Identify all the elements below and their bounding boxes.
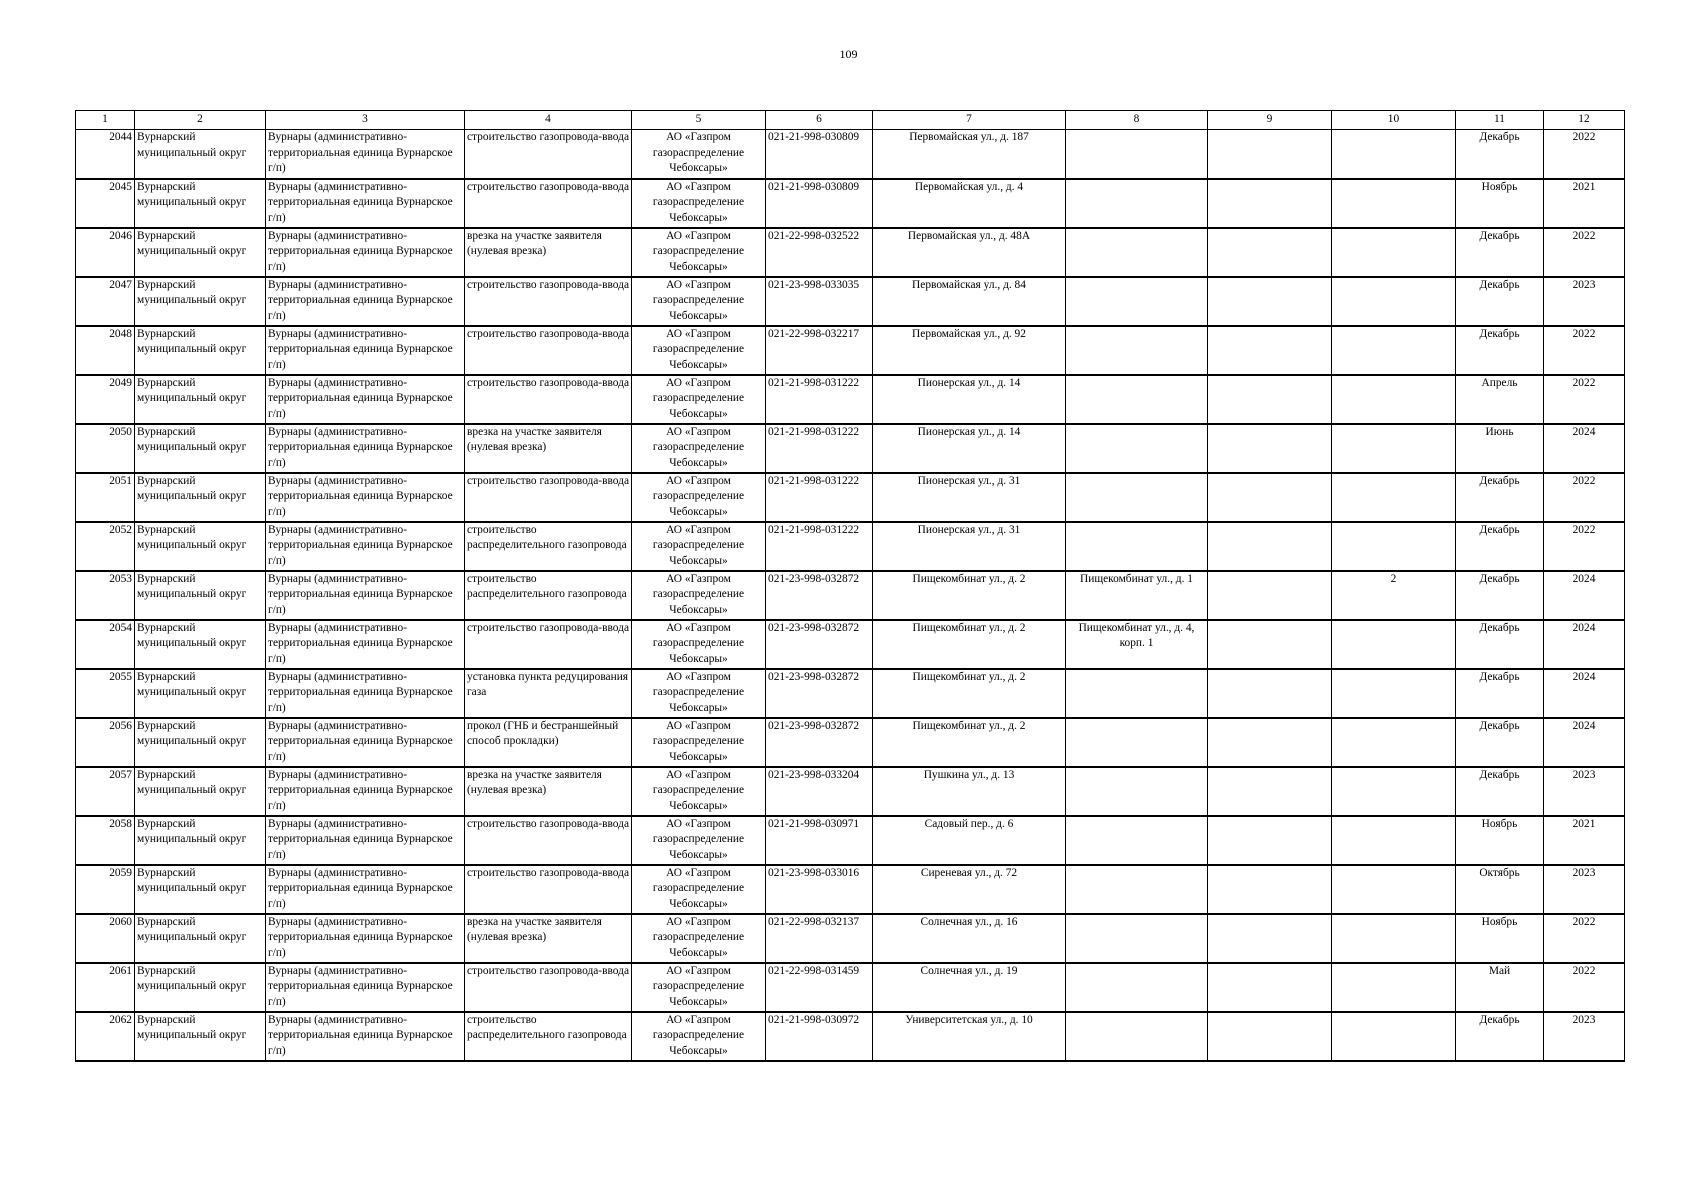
column-10-cell — [1332, 375, 1456, 424]
month-cell: Декабрь — [1456, 326, 1544, 375]
column-10-cell — [1332, 277, 1456, 326]
month-cell: Декабрь — [1456, 620, 1544, 669]
table-row — [76, 473, 1625, 522]
work-type-cell: строительство газопровода-ввода — [465, 620, 632, 669]
month-cell: Май — [1456, 963, 1544, 1012]
organization-cell: АО «Газпром газораспределение Чебоксары» — [632, 179, 766, 228]
settlement-cell: Вурнары (административно-территориальная единица Вурнарское г/п) — [266, 130, 465, 179]
work-type-cell: строительство газопровода-ввода — [465, 277, 632, 326]
row-number: 2046 — [76, 228, 135, 277]
column-10-cell — [1332, 669, 1456, 718]
settlement-cell: Вурнары (административно-территориальная единица Вурнарское г/п) — [266, 571, 465, 620]
month-cell: Июнь — [1456, 424, 1544, 473]
second-address-cell — [1066, 522, 1208, 571]
column-9-cell — [1208, 130, 1332, 179]
code-cell: 021-22-998-032522 — [766, 228, 873, 277]
organization-cell: АО «Газпром газораспределение Чебоксары» — [632, 767, 766, 816]
address-cell: Первомайская ул., д. 187 — [873, 130, 1066, 179]
settlement-cell: Вурнары (административно-территориальная единица Вурнарское г/п) — [266, 1012, 465, 1061]
second-address-cell — [1066, 865, 1208, 914]
code-cell: 021-21-998-030972 — [766, 1012, 873, 1061]
year-cell: 2022 — [1544, 130, 1625, 179]
settlement-cell: Вурнары (административно-территориальная единица Вурнарское г/п) — [266, 277, 465, 326]
district-cell: Вурнарский муниципальный округ — [135, 669, 266, 718]
settlement-cell: Вурнары (административно-территориальная единица Вурнарское г/п) — [266, 718, 465, 767]
district-cell: Вурнарский муниципальный округ — [135, 963, 266, 1012]
work-type-cell: строительство газопровода-ввода — [465, 963, 632, 1012]
table-body — [76, 130, 1625, 1061]
row-number: 2062 — [76, 1012, 135, 1061]
address-cell: Первомайская ул., д. 84 — [873, 277, 1066, 326]
table-row — [76, 130, 1625, 179]
work-type-cell: врезка на участке заявителя (нулевая врезка) — [465, 767, 632, 816]
settlement-cell: Вурнары (административно-территориальная единица Вурнарское г/п) — [266, 816, 465, 865]
column-header-12: 12 — [1544, 111, 1625, 130]
code-cell: 021-21-998-031222 — [766, 424, 873, 473]
organization-cell: АО «Газпром газораспределение Чебоксары» — [632, 522, 766, 571]
column-9-cell — [1208, 522, 1332, 571]
second-address-cell — [1066, 228, 1208, 277]
second-address-cell — [1066, 718, 1208, 767]
column-10-cell — [1332, 424, 1456, 473]
column-10-cell — [1332, 522, 1456, 571]
row-number: 2057 — [76, 767, 135, 816]
year-cell: 2022 — [1544, 963, 1625, 1012]
row-number: 2054 — [76, 620, 135, 669]
month-cell: Ноябрь — [1456, 914, 1544, 963]
organization-cell: АО «Газпром газораспределение Чебоксары» — [632, 277, 766, 326]
settlement-cell: Вурнары (административно-территориальная единица Вурнарское г/п) — [266, 914, 465, 963]
table-row — [76, 620, 1625, 669]
district-cell: Вурнарский муниципальный округ — [135, 865, 266, 914]
table-row — [76, 914, 1625, 963]
table-row — [76, 669, 1625, 718]
row-number: 2058 — [76, 816, 135, 865]
column-10-cell — [1332, 620, 1456, 669]
address-cell: Первомайская ул., д. 92 — [873, 326, 1066, 375]
column-10-cell — [1332, 914, 1456, 963]
row-number: 2044 — [76, 130, 135, 179]
organization-cell: АО «Газпром газораспределение Чебоксары» — [632, 865, 766, 914]
code-cell: 021-21-998-031222 — [766, 522, 873, 571]
column-9-cell — [1208, 1012, 1332, 1061]
second-address-cell — [1066, 1012, 1208, 1061]
organization-cell: АО «Газпром газораспределение Чебоксары» — [632, 620, 766, 669]
year-cell: 2022 — [1544, 914, 1625, 963]
header-row — [76, 111, 1625, 130]
organization-cell: АО «Газпром газораспределение Чебоксары» — [632, 963, 766, 1012]
column-header-8: 8 — [1066, 111, 1208, 130]
address-cell: Университетская ул., д. 10 — [873, 1012, 1066, 1061]
row-number: 2059 — [76, 865, 135, 914]
column-9-cell — [1208, 865, 1332, 914]
district-cell: Вурнарский муниципальный округ — [135, 767, 266, 816]
column-9-cell — [1208, 473, 1332, 522]
code-cell: 021-21-998-030971 — [766, 816, 873, 865]
code-cell: 021-22-998-032217 — [766, 326, 873, 375]
column-header-4: 4 — [465, 111, 632, 130]
table-row — [76, 767, 1625, 816]
row-number: 2052 — [76, 522, 135, 571]
column-10-cell: 2 — [1332, 571, 1456, 620]
year-cell: 2023 — [1544, 1012, 1625, 1061]
table-row — [76, 963, 1625, 1012]
column-10-cell — [1332, 963, 1456, 1012]
code-cell: 021-22-998-032137 — [766, 914, 873, 963]
year-cell: 2024 — [1544, 620, 1625, 669]
code-cell: 021-21-998-031222 — [766, 473, 873, 522]
second-address-cell — [1066, 914, 1208, 963]
month-cell: Декабрь — [1456, 669, 1544, 718]
table-row — [76, 326, 1625, 375]
work-type-cell: врезка на участке заявителя (нулевая врезка) — [465, 228, 632, 277]
organization-cell: АО «Газпром газораспределение Чебоксары» — [632, 571, 766, 620]
column-10-cell — [1332, 816, 1456, 865]
district-cell: Вурнарский муниципальный округ — [135, 130, 266, 179]
column-header-9: 9 — [1208, 111, 1332, 130]
district-cell: Вурнарский муниципальный округ — [135, 1012, 266, 1061]
month-cell: Октябрь — [1456, 865, 1544, 914]
row-number: 2055 — [76, 669, 135, 718]
column-9-cell — [1208, 718, 1332, 767]
settlement-cell: Вурнары (административно-территориальная единица Вурнарское г/п) — [266, 620, 465, 669]
address-cell: Солнечная ул., д. 16 — [873, 914, 1066, 963]
work-type-cell: врезка на участке заявителя (нулевая врезка) — [465, 424, 632, 473]
column-9-cell — [1208, 620, 1332, 669]
year-cell: 2022 — [1544, 326, 1625, 375]
code-cell: 021-21-998-031222 — [766, 375, 873, 424]
table-row — [76, 522, 1625, 571]
column-9-cell — [1208, 179, 1332, 228]
table-row — [76, 816, 1625, 865]
organization-cell: АО «Газпром газораспределение Чебоксары» — [632, 424, 766, 473]
district-cell: Вурнарский муниципальный округ — [135, 522, 266, 571]
table-row — [76, 718, 1625, 767]
year-cell: 2024 — [1544, 571, 1625, 620]
column-header-6: 6 — [766, 111, 873, 130]
month-cell: Ноябрь — [1456, 179, 1544, 228]
organization-cell: АО «Газпром газораспределение Чебоксары» — [632, 816, 766, 865]
district-cell: Вурнарский муниципальный округ — [135, 620, 266, 669]
settlement-cell: Вурнары (административно-территориальная единица Вурнарское г/п) — [266, 865, 465, 914]
work-type-cell: строительство газопровода-ввода — [465, 130, 632, 179]
second-address-cell — [1066, 179, 1208, 228]
column-9-cell — [1208, 767, 1332, 816]
second-address-cell — [1066, 669, 1208, 718]
column-9-cell — [1208, 914, 1332, 963]
column-10-cell — [1332, 767, 1456, 816]
settlement-cell: Вурнары (административно-территориальная единица Вурнарское г/п) — [266, 375, 465, 424]
settlement-cell: Вурнары (административно-территориальная единица Вурнарское г/п) — [266, 326, 465, 375]
column-header-2: 2 — [135, 111, 266, 130]
organization-cell: АО «Газпром газораспределение Чебоксары» — [632, 718, 766, 767]
code-cell: 021-23-998-033035 — [766, 277, 873, 326]
year-cell: 2022 — [1544, 473, 1625, 522]
column-9-cell — [1208, 571, 1332, 620]
column-9-cell — [1208, 326, 1332, 375]
month-cell: Декабрь — [1456, 277, 1544, 326]
row-number: 2047 — [76, 277, 135, 326]
year-cell: 2024 — [1544, 718, 1625, 767]
year-cell: 2021 — [1544, 179, 1625, 228]
column-9-cell — [1208, 277, 1332, 326]
year-cell: 2023 — [1544, 767, 1625, 816]
code-cell: 021-23-998-032872 — [766, 669, 873, 718]
month-cell: Декабрь — [1456, 718, 1544, 767]
work-type-cell: прокол (ГНБ и бестраншейный способ прокладки) — [465, 718, 632, 767]
address-cell: Пионерская ул., д. 31 — [873, 522, 1066, 571]
column-10-cell — [1332, 865, 1456, 914]
address-cell: Пищекомбинат ул., д. 2 — [873, 669, 1066, 718]
settlement-cell: Вурнары (административно-территориальная единица Вурнарское г/п) — [266, 424, 465, 473]
organization-cell: АО «Газпром газораспределение Чебоксары» — [632, 228, 766, 277]
address-cell: Пушкина ул., д. 13 — [873, 767, 1066, 816]
column-10-cell — [1332, 130, 1456, 179]
row-number: 2050 — [76, 424, 135, 473]
district-cell: Вурнарский муниципальный округ — [135, 179, 266, 228]
address-cell: Пищекомбинат ул., д. 2 — [873, 620, 1066, 669]
settlement-cell: Вурнары (административно-территориальная единица Вурнарское г/п) — [266, 767, 465, 816]
code-cell: 021-23-998-032872 — [766, 718, 873, 767]
second-address-cell: Пищекомбинат ул., д. 4, корп. 1 — [1066, 620, 1208, 669]
year-cell: 2022 — [1544, 522, 1625, 571]
address-cell: Первомайская ул., д. 4 — [873, 179, 1066, 228]
year-cell: 2024 — [1544, 669, 1625, 718]
work-type-cell: строительство распределительного газопровода — [465, 522, 632, 571]
address-cell: Садовый пер., д. 6 — [873, 816, 1066, 865]
code-cell: 021-23-998-032872 — [766, 571, 873, 620]
second-address-cell — [1066, 424, 1208, 473]
district-cell: Вурнарский муниципальный округ — [135, 277, 266, 326]
row-number: 2045 — [76, 179, 135, 228]
row-number: 2060 — [76, 914, 135, 963]
code-cell: 021-23-998-033204 — [766, 767, 873, 816]
district-cell: Вурнарский муниципальный округ — [135, 473, 266, 522]
work-type-cell: установка пункта редуцирования газа — [465, 669, 632, 718]
table-header — [76, 111, 1625, 130]
year-cell: 2023 — [1544, 277, 1625, 326]
month-cell: Декабрь — [1456, 473, 1544, 522]
page-number: 109 — [839, 47, 858, 61]
organization-cell: АО «Газпром газораспределение Чебоксары» — [632, 473, 766, 522]
column-header-11: 11 — [1456, 111, 1544, 130]
organization-cell: АО «Газпром газораспределение Чебоксары» — [632, 326, 766, 375]
second-address-cell — [1066, 816, 1208, 865]
year-cell: 2024 — [1544, 424, 1625, 473]
district-cell: Вурнарский муниципальный округ — [135, 228, 266, 277]
column-header-7: 7 — [873, 111, 1066, 130]
column-header-3: 3 — [266, 111, 465, 130]
table-row — [76, 571, 1625, 620]
year-cell: 2022 — [1544, 375, 1625, 424]
district-cell: Вурнарский муниципальный округ — [135, 326, 266, 375]
column-9-cell — [1208, 228, 1332, 277]
settlement-cell: Вурнары (административно-территориальная единица Вурнарское г/п) — [266, 179, 465, 228]
row-number: 2053 — [76, 571, 135, 620]
register-table — [75, 110, 1625, 1062]
column-10-cell — [1332, 1012, 1456, 1061]
month-cell: Декабрь — [1456, 767, 1544, 816]
work-type-cell: строительство газопровода-ввода — [465, 326, 632, 375]
column-10-cell — [1332, 326, 1456, 375]
district-cell: Вурнарский муниципальный округ — [135, 424, 266, 473]
year-cell: 2021 — [1544, 816, 1625, 865]
second-address-cell — [1066, 130, 1208, 179]
organization-cell: АО «Газпром газораспределение Чебоксары» — [632, 130, 766, 179]
column-9-cell — [1208, 669, 1332, 718]
settlement-cell: Вурнары (административно-территориальная единица Вурнарское г/п) — [266, 228, 465, 277]
table-row — [76, 277, 1625, 326]
district-cell: Вурнарский муниципальный округ — [135, 816, 266, 865]
table-row — [76, 424, 1625, 473]
month-cell: Декабрь — [1456, 571, 1544, 620]
second-address-cell — [1066, 963, 1208, 1012]
settlement-cell: Вурнары (административно-территориальная единица Вурнарское г/п) — [266, 522, 465, 571]
table-row — [76, 865, 1625, 914]
second-address-cell — [1066, 326, 1208, 375]
settlement-cell: Вурнары (административно-территориальная единица Вурнарское г/п) — [266, 473, 465, 522]
address-cell: Пионерская ул., д. 14 — [873, 424, 1066, 473]
district-cell: Вурнарский муниципальный округ — [135, 571, 266, 620]
column-header-5: 5 — [632, 111, 766, 130]
second-address-cell — [1066, 375, 1208, 424]
column-header-10: 10 — [1332, 111, 1456, 130]
address-cell: Пищекомбинат ул., д. 2 — [873, 571, 1066, 620]
second-address-cell — [1066, 277, 1208, 326]
address-cell: Солнечная ул., д. 19 — [873, 963, 1066, 1012]
settlement-cell: Вурнары (административно-территориальная единица Вурнарское г/п) — [266, 669, 465, 718]
column-header-1: 1 — [76, 111, 135, 130]
address-cell: Первомайская ул., д. 48А — [873, 228, 1066, 277]
code-cell: 021-22-998-031459 — [766, 963, 873, 1012]
table-row — [76, 179, 1625, 228]
row-number: 2049 — [76, 375, 135, 424]
month-cell: Декабрь — [1456, 130, 1544, 179]
column-10-cell — [1332, 718, 1456, 767]
column-9-cell — [1208, 816, 1332, 865]
row-number: 2048 — [76, 326, 135, 375]
code-cell: 021-23-998-033016 — [766, 865, 873, 914]
column-9-cell — [1208, 963, 1332, 1012]
settlement-cell: Вурнары (административно-территориальная единица Вурнарское г/п) — [266, 963, 465, 1012]
column-9-cell — [1208, 375, 1332, 424]
address-cell: Пионерская ул., д. 31 — [873, 473, 1066, 522]
code-cell: 021-21-998-030809 — [766, 130, 873, 179]
column-10-cell — [1332, 473, 1456, 522]
work-type-cell: строительство газопровода-ввода — [465, 179, 632, 228]
work-type-cell: строительство газопровода-ввода — [465, 865, 632, 914]
work-type-cell: строительство распределительного газопровода — [465, 1012, 632, 1061]
month-cell: Декабрь — [1456, 228, 1544, 277]
organization-cell: АО «Газпром газораспределение Чебоксары» — [632, 914, 766, 963]
table-row — [76, 375, 1625, 424]
address-cell: Сиреневая ул., д. 72 — [873, 865, 1066, 914]
work-type-cell: врезка на участке заявителя (нулевая врезка) — [465, 914, 632, 963]
column-9-cell — [1208, 424, 1332, 473]
month-cell: Декабрь — [1456, 522, 1544, 571]
second-address-cell — [1066, 767, 1208, 816]
code-cell: 021-23-998-032872 — [766, 620, 873, 669]
organization-cell: АО «Газпром газораспределение Чебоксары» — [632, 669, 766, 718]
row-number: 2056 — [76, 718, 135, 767]
district-cell: Вурнарский муниципальный округ — [135, 375, 266, 424]
work-type-cell: строительство распределительного газопровода — [465, 571, 632, 620]
second-address-cell — [1066, 473, 1208, 522]
district-cell: Вурнарский муниципальный округ — [135, 914, 266, 963]
row-number: 2051 — [76, 473, 135, 522]
month-cell: Апрель — [1456, 375, 1544, 424]
column-10-cell — [1332, 228, 1456, 277]
organization-cell: АО «Газпром газораспределение Чебоксары» — [632, 375, 766, 424]
address-cell: Пионерская ул., д. 14 — [873, 375, 1066, 424]
work-type-cell: строительство газопровода-ввода — [465, 375, 632, 424]
year-cell: 2022 — [1544, 228, 1625, 277]
work-type-cell: строительство газопровода-ввода — [465, 473, 632, 522]
month-cell: Декабрь — [1456, 1012, 1544, 1061]
district-cell: Вурнарский муниципальный округ — [135, 718, 266, 767]
work-type-cell: строительство газопровода-ввода — [465, 816, 632, 865]
code-cell: 021-21-998-030809 — [766, 179, 873, 228]
table-row — [76, 228, 1625, 277]
month-cell: Ноябрь — [1456, 816, 1544, 865]
column-10-cell — [1332, 179, 1456, 228]
second-address-cell: Пищекомбинат ул., д. 1 — [1066, 571, 1208, 620]
table-row — [76, 1012, 1625, 1061]
organization-cell: АО «Газпром газораспределение Чебоксары» — [632, 1012, 766, 1061]
row-number: 2061 — [76, 963, 135, 1012]
address-cell: Пищекомбинат ул., д. 2 — [873, 718, 1066, 767]
year-cell: 2023 — [1544, 865, 1625, 914]
